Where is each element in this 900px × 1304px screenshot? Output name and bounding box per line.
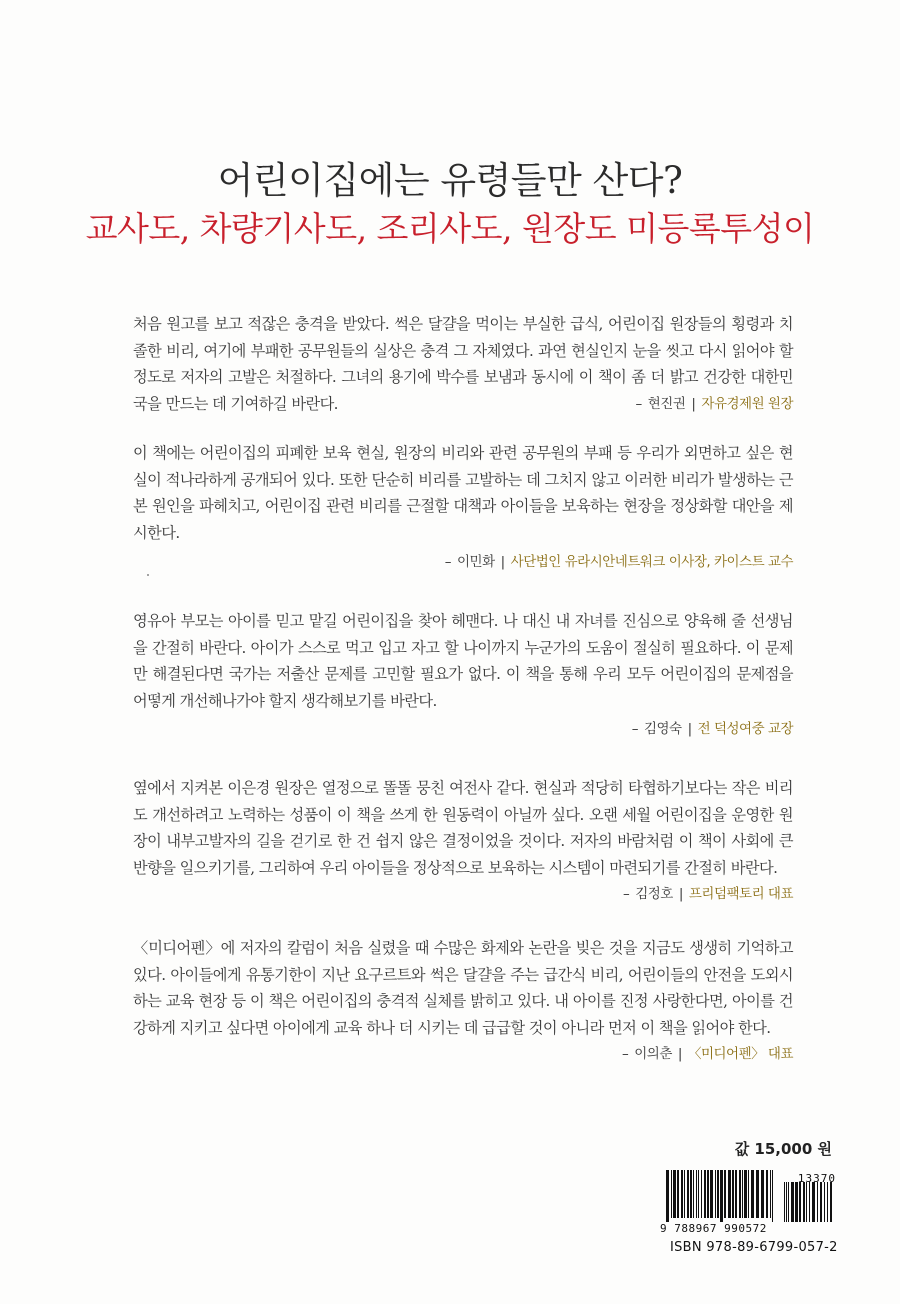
barcode-bar <box>666 1170 669 1222</box>
attribution-dash: – <box>622 1046 629 1062</box>
barcode-bar <box>748 1170 749 1218</box>
barcode-bar <box>784 1182 785 1222</box>
review-body: 옆에서 지켜본 이은경 원장은 열정으로 똘똘 뭉친 여전사 같다. 현실과 적당히 타협하기보다는 작은 비리도 개선하려고 노력하는 성품이 이 책을 쓰게 한 원동력이 아닐까 싶다. 오랜 세월 어린이집을 운영한 원장이 내부고발자의 길을 걷기로 한 건 쉽지 않은 결정이었을 것이다. 저자의 바람처럼 이 책이 사회에 큰 반향을 일으키기를, 그리하여 우리 아이들을 정상적으로 보육하는 시스템이 마련되기를 간절히 바란다. <box>133 779 793 877</box>
barcode-bar <box>772 1170 773 1222</box>
barcode-addon-number: 13370 <box>797 1172 836 1185</box>
attribution-dash: – <box>622 886 630 902</box>
barcode-bar <box>812 1182 815 1222</box>
reviewer-name: 현진권 <box>647 395 686 412</box>
barcode-bar <box>696 1170 697 1218</box>
barcode-bar <box>724 1170 726 1218</box>
barcode-bar <box>756 1170 759 1218</box>
review-attribution <box>622 1041 793 1067</box>
review-text <box>133 311 793 417</box>
review-body: 〈미디어펜〉에 저자의 칼럼이 처음 실렸을 때 수많은 화제와 논란을 빚은 것을 지금도 생생히 기억하고 있다. 아이들에게 유통기한이 지난 요구르트와 썩은 달걀을 주는 급간식 비리, 어린이들의 안전을 도외시하는 교육 현장 등 이 책은 어린이집의 충격적 실체를 밝히고 있다. 내 아이를 진정 사랑한다면, 아이를 건강하게 지키고 싶다면 아이에게 교육 하나 더 시키는 데 급급할 것이 아니라 먼저 이 책을 읽어야 한다. <box>133 939 793 1037</box>
attribution-separator: | <box>678 886 683 902</box>
review-attribution <box>133 549 793 575</box>
reviewer-name: 김영숙 <box>643 721 682 737</box>
barcode-bar <box>817 1182 818 1222</box>
review-1 <box>133 311 793 417</box>
barcode-bar <box>795 1182 798 1222</box>
barcode-bar <box>791 1182 794 1222</box>
barcode-bar <box>770 1170 771 1218</box>
barcode-bar <box>677 1170 679 1218</box>
addon-bars <box>784 1182 832 1222</box>
barcode-bar <box>809 1182 810 1222</box>
review-attribution <box>133 716 793 742</box>
reviewer-role: 〈미디어펜〉 대표 <box>687 1046 793 1062</box>
reviewer-role: 자유경제원 원장 <box>701 395 793 412</box>
barcode-bar <box>720 1170 723 1222</box>
print-speck <box>147 574 149 576</box>
attribution-dash: – <box>635 395 642 412</box>
barcode-bar <box>732 1170 734 1218</box>
review-5 <box>133 935 793 1067</box>
reviewer-role: 전 덕성여중 교장 <box>697 721 793 737</box>
barcode-bar <box>673 1170 676 1218</box>
barcode-bar <box>761 1170 764 1218</box>
isbn-number: ISBN 978-89-6799-057-2 <box>670 1240 838 1255</box>
attribution-separator: | <box>687 721 692 737</box>
barcode-bar <box>744 1170 747 1218</box>
barcode-bar <box>707 1170 709 1218</box>
review-body: 이 책에는 어린이집의 피폐한 보육 현실, 원장의 비리와 관련 공무원의 부패 등 우리가 외면하고 싶은 현실이 적나라하게 공개되어 있다. 또한 단순히 비리를 고발하는 데 그치지 않고 이러한 비리가 발생하는 근본 원인을 파헤치고, 어린이집 관련 비리를 근절할 대책과 아이들을 보육하는 현장을 정상화할 대안을 제시한다. <box>133 444 793 542</box>
reviewer-role: 프리덤팩토리 대표 <box>688 886 793 902</box>
barcode-bar <box>739 1170 741 1218</box>
barcode-bar <box>803 1182 805 1222</box>
barcode-bar <box>687 1170 689 1218</box>
review-attribution <box>623 881 793 907</box>
barcode-bar <box>830 1182 832 1222</box>
review-attribution <box>635 391 793 417</box>
barcode-bar <box>698 1170 699 1218</box>
subheadline: 교사도, 차량기사도, 조리사도, 원장도 미등록투성이 <box>85 209 815 248</box>
barcode-bar <box>824 1182 825 1222</box>
barcode-bar <box>693 1170 694 1218</box>
attribution-dash: – <box>444 554 451 570</box>
review-2 <box>133 440 793 575</box>
barcode-bar <box>728 1170 731 1218</box>
barcode-bar <box>735 1170 737 1218</box>
review-text <box>133 608 793 714</box>
barcode-bar <box>788 1182 789 1222</box>
barcode-bar <box>806 1182 807 1222</box>
attribution-dash: – <box>631 721 638 737</box>
review-text <box>133 775 793 902</box>
attribution-separator: | <box>691 395 696 412</box>
barcode-bar <box>799 1182 801 1222</box>
barcode-bar <box>704 1170 706 1218</box>
review-body: 처음 원고를 보고 적잖은 충격을 받았다. 썩은 달걀을 먹이는 부실한 급식, 어린이집 원장들의 횡령과 치졸한 비리, 여기에 부패한 공무원들의 실상은 충격 그 자체였다. 과연 현실인지 눈을 씻고 다시 읽어야 할 정도로 저자의 고발은 처절하다. 그녀의 용기에 박수를 보냄과 동시에 이 책이 좀 더 밝고 건강한 대한민국을 만드는 데 기여하길 바란다. <box>133 315 793 413</box>
barcode-bar <box>701 1170 702 1218</box>
barcode-bar <box>710 1170 713 1218</box>
price-label: 값 15,000 원 <box>734 1140 832 1158</box>
review-text <box>133 440 793 546</box>
barcode-bar <box>766 1170 768 1218</box>
barcode-bar <box>742 1170 743 1218</box>
barcode-bar <box>820 1182 822 1222</box>
barcode-digits: 9 788967 990572 <box>660 1222 767 1235</box>
review-3 <box>133 608 793 742</box>
barcode-bar <box>715 1170 716 1218</box>
reviewer-role: 사단법인 유라시안네트워크 이사장, 카이스트 교수 <box>510 554 793 570</box>
barcode-bar <box>827 1182 828 1222</box>
barcode-bar <box>671 1170 672 1218</box>
review-text <box>133 935 793 1062</box>
barcode-bar <box>690 1170 692 1218</box>
barcode-bar <box>717 1170 719 1218</box>
review-body: 영유아 부모는 아이를 믿고 맡길 어린이집을 찾아 헤맨다. 나 대신 내 자녀를 진심으로 양육해 줄 선생님을 간절히 바란다. 아이가 스스로 먹고 입고 자고 할 나이까지 누군가의 도움이 절실히 필요하다. 이 문제만 해결된다면 국가는 저출산 문제를 고민할 필요가 없다. 이 책을 통해 우리 모두 어린이집의 문제점을 어떻게 개선해나가야 할지 생각해보기를 바란다. <box>133 612 793 710</box>
barcode-bar <box>786 1182 787 1222</box>
reviewer-name: 이민화 <box>456 554 495 570</box>
barcode-bar <box>681 1170 683 1218</box>
reviewer-name: 이의춘 <box>634 1046 672 1062</box>
attribution-separator: | <box>500 554 505 570</box>
headline: 어린이집에는 유령들만 산다? <box>217 159 683 202</box>
barcode-bar <box>751 1170 754 1218</box>
barcode-bar <box>684 1170 685 1218</box>
attribution-separator: | <box>677 1046 682 1062</box>
reviewer-name: 김정호 <box>635 886 673 902</box>
ean-bars <box>666 1170 773 1222</box>
review-4 <box>133 775 793 907</box>
